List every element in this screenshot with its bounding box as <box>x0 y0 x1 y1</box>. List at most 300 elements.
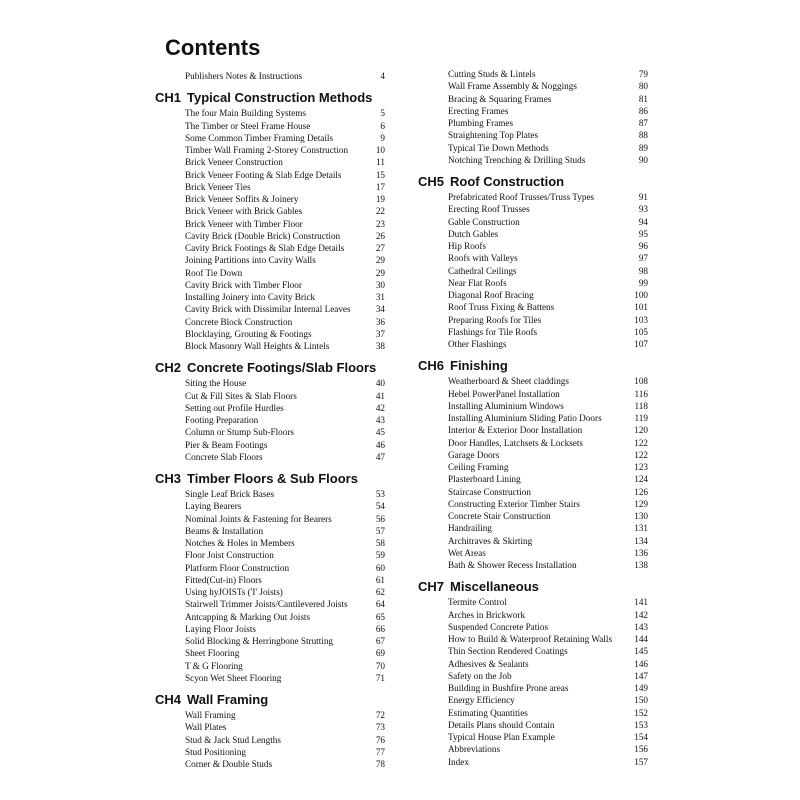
toc-entry-title: Some Common Timber Framing Details <box>185 132 334 143</box>
chapter-heading <box>418 578 648 596</box>
toc-entry-page: 61 <box>375 574 385 585</box>
toc-entry-page: 73 <box>375 722 385 733</box>
toc-entry <box>155 709 385 721</box>
toc-entry <box>418 228 648 240</box>
toc-entry-page: 38 <box>375 341 385 351</box>
toc-entry-title: Cavity Brick Footings & Slab Edge Details <box>185 243 345 253</box>
toc-entry-page: 149 <box>634 683 648 693</box>
chapter-code: CH7 <box>418 579 445 595</box>
toc-entry <box>418 645 648 657</box>
toc-entry-page: 141 <box>634 597 648 608</box>
toc-entry-title: Publishers Notes & Instructions <box>185 71 303 81</box>
toc-entry-title: Concrete Stair Construction <box>448 511 551 521</box>
toc-entry-page: 81 <box>638 93 648 104</box>
toc-entry-title: Notching Trenching & Drilling Studs <box>448 154 586 165</box>
toc-entry-page: 66 <box>375 623 385 634</box>
toc-entry <box>155 120 385 132</box>
toc-entry <box>418 694 648 706</box>
toc-entry-title: Arches in Brickwork <box>448 609 526 620</box>
toc-entry-title: Building in Bushfire Prone areas <box>448 683 569 693</box>
toc-entry <box>418 510 648 522</box>
chapter-name: Timber Floors & Sub Floors <box>187 471 358 486</box>
toc-entry-title: Brick Veneer Footing & Slab Edge Details <box>185 169 342 180</box>
toc-entry <box>155 377 385 389</box>
chapter-name: Concrete Footings/Slab Floors <box>187 360 377 376</box>
toc-entry-title: Constructing Exterior Timber Stairs <box>448 498 580 509</box>
chapter-code: CH6 <box>418 358 445 374</box>
toc-entry-title: Footing Preparation <box>185 415 259 425</box>
toc-entry-page: 53 <box>375 489 385 499</box>
toc-entry <box>155 672 385 684</box>
toc-entry-title: Handrailing <box>448 523 492 534</box>
toc-entry-page: 86 <box>638 105 648 116</box>
toc-entry-page: 54 <box>375 501 385 512</box>
toc-entry-page: 70 <box>375 660 385 671</box>
toc-entry <box>155 549 385 561</box>
toc-entry-page: 47 <box>375 451 385 462</box>
toc-entry <box>155 586 385 598</box>
toc-entry <box>418 498 648 510</box>
toc-entry-page: 56 <box>375 513 385 524</box>
toc-entry <box>418 609 648 621</box>
toc-entry-title: Laying Floor Joists <box>185 623 256 634</box>
toc-entry-page: 95 <box>638 228 648 239</box>
toc-entry <box>155 488 385 500</box>
toc-entry-page: 34 <box>375 304 385 315</box>
toc-entry-page: 96 <box>638 241 648 251</box>
toc-entry-title: Cutting Studs & Lintels <box>448 69 536 79</box>
toc-entry-title: Nominal Joints & Fastening for Bearers <box>185 513 332 524</box>
toc-entry-title: The four Main Building Systems <box>185 108 306 119</box>
toc-entry-page: 146 <box>634 658 648 669</box>
toc-entry-title: Interior & Exterior Door Installation <box>448 425 583 436</box>
toc-entry-title: Brick Veneer Construction <box>185 157 283 168</box>
toc-entry <box>155 70 385 82</box>
toc-entry <box>155 328 385 340</box>
toc-entry-page: 134 <box>634 535 648 546</box>
toc-entry <box>155 181 385 193</box>
toc-entry-title: Staircase Construction <box>448 486 531 497</box>
toc-entry-page: 126 <box>634 486 648 497</box>
toc-entry <box>155 169 385 181</box>
toc-entry-page: 94 <box>638 216 648 227</box>
toc-entry <box>155 635 385 647</box>
toc-entry-title: Block Masonry Wall Heights & Lintels <box>185 341 330 351</box>
toc-entry-title: Bath & Shower Recess Installation <box>448 560 577 570</box>
toc-entry-page: 15 <box>375 169 385 180</box>
toc-entry-title: Single Leaf Brick Bases <box>185 489 275 499</box>
toc-entry-title: Plasterboard Lining <box>448 474 521 485</box>
toc-entry-page: 147 <box>634 670 648 681</box>
toc-entry <box>418 93 648 105</box>
toc-entry-title: Hebel PowerPanel Installation <box>448 388 560 399</box>
toc-entry <box>155 439 385 451</box>
toc-entry-title: Concrete Block Construction <box>185 316 293 327</box>
toc-entry-page: 97 <box>638 253 648 264</box>
toc-entry <box>155 279 385 291</box>
toc-entry-page: 154 <box>634 732 648 742</box>
toc-entry <box>155 537 385 549</box>
toc-entry-page: 64 <box>375 599 385 610</box>
toc-entry-page: 136 <box>634 547 648 558</box>
toc-entry-title: Preparing Roofs for Tiles <box>448 314 542 325</box>
toc-entry-page: 40 <box>375 378 385 389</box>
toc-entry-page: 37 <box>375 328 385 339</box>
toc-entry-page: 62 <box>375 587 385 597</box>
toc-entry-title: Architraves & Skirting <box>448 535 533 546</box>
toc-entry-page: 90 <box>638 154 648 165</box>
toc-entry-page: 41 <box>375 390 385 401</box>
toc-entry <box>155 230 385 242</box>
toc-entry-title: Cut & Fill Sites & Slab Floors <box>185 390 297 401</box>
toc-entry <box>418 719 648 731</box>
toc-entry-title: Fitted(Cut-in) Floors <box>185 574 262 585</box>
toc-entry-title: How to Build & Waterproof Retaining Walls <box>448 634 613 644</box>
toc-entry-title: Setting out Profile Hurdles <box>185 402 284 413</box>
toc-entry-page: 100 <box>634 290 648 300</box>
toc-entry <box>418 338 648 350</box>
toc-entry <box>155 303 385 315</box>
toc-entry-title: Blocklaying, Grouting & Footings <box>185 328 312 339</box>
toc-entry <box>418 473 648 485</box>
toc-entry <box>418 535 648 547</box>
toc-entry-title: Stud Positioning <box>185 746 247 757</box>
toc-entry-title: Cavity Brick with Timber Floor <box>185 279 302 290</box>
toc-entry <box>155 451 385 463</box>
toc-entry-page: 60 <box>375 562 385 573</box>
toc-entry-title: Laying Bearers <box>185 501 242 512</box>
toc-entry-page: 152 <box>634 707 648 718</box>
toc-entry-page: 78 <box>375 759 385 769</box>
toc-entry <box>155 611 385 623</box>
toc-entry <box>418 117 648 129</box>
toc-entry-title: Stud & Jack Stud Lengths <box>185 734 281 745</box>
toc-entry-title: Pier & Beam Footings <box>185 439 268 450</box>
toc-entry-page: 99 <box>638 277 648 288</box>
toc-entry <box>418 547 648 559</box>
toc-entry <box>418 486 648 498</box>
toc-entry-title: Installing Aluminium Sliding Patio Doors <box>448 413 602 423</box>
toc-entry <box>418 449 648 461</box>
toc-entry-title: Wet Areas <box>448 547 486 558</box>
toc-entry-page: 11 <box>376 157 385 168</box>
toc-entry-page: 79 <box>638 69 648 79</box>
toc-entry-title: Roof Tie Down <box>185 267 243 278</box>
toc-entry-page: 108 <box>634 376 648 387</box>
toc-entry <box>418 80 648 92</box>
toc-entry-title: Solid Blocking & Herringbone Strutting <box>185 636 334 646</box>
chapter-heading <box>418 357 648 375</box>
toc-entry <box>155 598 385 610</box>
chapter-heading <box>155 89 385 107</box>
toc-entry-title: Prefabricated Roof Trusses/Truss Types <box>448 192 595 202</box>
toc-column-right <box>418 68 648 768</box>
toc-entry <box>155 205 385 217</box>
toc-entry-title: Energy Efficiency <box>448 695 515 706</box>
toc-entry <box>418 596 648 608</box>
toc-entry <box>418 658 648 670</box>
toc-entry <box>155 132 385 144</box>
toc-entry-title: Erecting Roof Trusses <box>448 204 530 215</box>
chapter-heading <box>155 359 385 377</box>
toc-entry-page: 138 <box>634 560 648 570</box>
toc-entry <box>155 513 385 525</box>
toc-entry <box>418 240 648 252</box>
toc-entry <box>418 743 648 755</box>
toc-entry-title: Sheet Flooring <box>185 648 240 659</box>
toc-entry <box>418 265 648 277</box>
toc-entry <box>418 559 648 571</box>
toc-entry <box>418 277 648 289</box>
toc-entry-title: Erecting Frames <box>448 105 509 116</box>
toc-entry-page: 36 <box>375 316 385 327</box>
toc-entry-title: Corner & Double Studs <box>185 759 273 769</box>
toc-entry-title: Abbreviations <box>448 744 501 755</box>
toc-entry <box>418 326 648 338</box>
toc-entry <box>418 522 648 534</box>
toc-entry-page: 150 <box>634 695 648 706</box>
toc-entry-title: Timber Wall Framing 2-Storey Construction <box>185 145 349 155</box>
toc-entry <box>418 670 648 682</box>
toc-entry-page: 80 <box>638 81 648 92</box>
toc-entry-page: 119 <box>634 413 648 423</box>
toc-entry-page: 43 <box>375 415 385 425</box>
toc-entry <box>418 437 648 449</box>
toc-entry <box>418 68 648 80</box>
toc-entry-page: 72 <box>375 710 385 720</box>
toc-entry-page: 67 <box>375 636 385 646</box>
toc-entry-title: Siting the House <box>185 378 247 389</box>
toc-entry <box>155 574 385 586</box>
toc-entry-page: 98 <box>638 265 648 276</box>
toc-entry-title: Adhesives & Sealants <box>448 658 529 669</box>
toc-column-left <box>155 68 385 770</box>
toc-entry-title: Hip Roofs <box>448 241 487 251</box>
toc-entry <box>155 758 385 770</box>
toc-entry-title: Platform Floor Construction <box>185 562 290 573</box>
toc-entry-page: 131 <box>634 523 648 534</box>
toc-entry <box>155 414 385 426</box>
toc-entry-page: 153 <box>634 719 648 730</box>
toc-entry <box>155 254 385 266</box>
toc-entry-title: Plumbing Frames <box>448 118 514 128</box>
toc-entry-page: 69 <box>375 648 385 659</box>
toc-entry-page: 29 <box>375 267 385 278</box>
toc-entry-title: Antcapping & Marking Out Joists <box>185 611 311 622</box>
toc-entry-page: 122 <box>634 449 648 460</box>
toc-entry <box>418 400 648 412</box>
chapter-name: Wall Framing <box>187 692 269 707</box>
toc-entry <box>155 623 385 635</box>
toc-entry-title: Stairwell Trimmer Joists/Cantilevered Joists <box>185 599 348 610</box>
toc-entry-title: Roofs with Valleys <box>448 253 518 264</box>
toc-entry-page: 45 <box>375 427 385 438</box>
chapter-name: Miscellaneous <box>450 579 539 595</box>
toc-entry-page: 103 <box>634 314 648 325</box>
toc-entry <box>155 316 385 328</box>
toc-entry <box>418 289 648 301</box>
toc-entry-title: Cathedral Ceilings <box>448 265 517 276</box>
toc-entry-page: 105 <box>634 326 648 337</box>
toc-entry-page: 122 <box>634 437 648 448</box>
chapter-name: Roof Construction <box>450 174 565 189</box>
toc-entry-title: Notches & Holes in Members <box>185 538 295 548</box>
toc-entry-page: 88 <box>638 130 648 141</box>
chapter-code: CH3 <box>155 471 182 486</box>
toc-entry-title: Typical House Plan Example <box>448 732 555 742</box>
toc-entry-page: 46 <box>375 439 385 450</box>
toc-entry-title: T & G Flooring <box>185 660 243 671</box>
toc-entry <box>155 291 385 303</box>
toc-entry <box>155 500 385 512</box>
toc-entry-page: 58 <box>375 538 385 548</box>
toc-entry-page: 123 <box>634 462 648 472</box>
toc-entry-title: Index <box>448 756 469 767</box>
toc-entry-title: Suspended Concrete Patios <box>448 621 549 632</box>
chapter-heading <box>418 173 648 191</box>
toc-entry <box>155 156 385 168</box>
toc-entry-page: 29 <box>375 255 385 266</box>
toc-entry-title: Thin Section Rendered Coatings <box>448 646 568 657</box>
toc-entry-title: Typical Tie Down Methods <box>448 142 549 153</box>
toc-entry <box>418 129 648 141</box>
toc-entry-title: Brick Veneer with Brick Gables <box>185 206 303 217</box>
toc-entry-page: 10 <box>375 145 385 155</box>
toc-entry <box>418 633 648 645</box>
toc-entry <box>155 721 385 733</box>
toc-entry <box>418 252 648 264</box>
toc-entry <box>418 731 648 743</box>
toc-entry <box>418 682 648 694</box>
toc-entry-page: 142 <box>634 609 648 620</box>
toc-entry-title: Installing Joinery into Cavity Brick <box>185 292 316 302</box>
toc-entry <box>155 647 385 659</box>
toc-entry <box>155 525 385 537</box>
toc-entry-title: Flashings for Tile Roofs <box>448 326 538 337</box>
toc-entry <box>418 142 648 154</box>
toc-entry-page: 120 <box>634 425 648 436</box>
toc-entry-page: 26 <box>375 230 385 241</box>
toc-entry <box>155 107 385 119</box>
toc-entry <box>418 424 648 436</box>
toc-entry-title: Diagonal Roof Bracing <box>448 290 534 300</box>
toc-entry-title: Details Plans should Contain <box>448 719 555 730</box>
toc-entry-title: Weatherboard & Sheet claddings <box>448 376 569 387</box>
toc-entry-page: 22 <box>375 206 385 217</box>
toc-entry <box>418 105 648 117</box>
toc-entry <box>418 756 648 768</box>
toc-entry <box>418 707 648 719</box>
toc-entry-page: 91 <box>638 192 648 202</box>
toc-entry-page: 101 <box>634 302 648 313</box>
toc-entry-title: Installing Aluminium Windows <box>448 400 564 411</box>
toc-entry-title: Near Flat Roofs <box>448 277 507 288</box>
toc-entry <box>155 144 385 156</box>
toc-entry-title: Gable Construction <box>448 216 520 227</box>
toc-entry-page: 30 <box>375 279 385 290</box>
toc-entry-page: 31 <box>375 292 385 302</box>
toc-entry-title: Ceiling Framing <box>448 462 509 472</box>
toc-entry-page: 76 <box>375 734 385 745</box>
toc-entry-title: Garage Doors <box>448 449 500 460</box>
toc-entry-page: 9 <box>380 132 385 143</box>
page-title: Contents <box>165 35 261 60</box>
chapter-name: Finishing <box>450 358 508 374</box>
toc-entry-page: 89 <box>638 142 648 153</box>
toc-entry-title: The Timber or Steel Frame House <box>185 120 311 131</box>
toc-entry-page: 6 <box>380 120 385 131</box>
toc-entry-title: Other Flashings <box>448 339 507 349</box>
toc-entry-page: 143 <box>634 621 648 632</box>
toc-entry-page: 77 <box>375 746 385 757</box>
toc-entry-page: 57 <box>375 525 385 536</box>
toc-entry-page: 87 <box>638 118 648 128</box>
toc-entry <box>418 203 648 215</box>
toc-entry <box>418 388 648 400</box>
toc-entry-title: Brick Veneer Ties <box>185 181 251 192</box>
toc-entry <box>155 734 385 746</box>
toc-entry <box>155 402 385 414</box>
toc-entry-title: Straightening Top Plates <box>448 130 539 141</box>
toc-entry-page: 118 <box>634 400 648 411</box>
toc-entry-title: Bracing & Squaring Frames <box>448 93 552 104</box>
toc-entry-title: Brick Veneer with Timber Floor <box>185 218 303 229</box>
chapter-code: CH2 <box>155 360 182 376</box>
toc-entry-page: 65 <box>375 611 385 622</box>
chapter-code: CH4 <box>155 692 182 707</box>
toc-entry <box>155 562 385 574</box>
chapter-heading <box>155 691 385 709</box>
toc-entry-title: Column or Stump Sub-Floors <box>185 427 294 438</box>
toc-entry <box>155 390 385 402</box>
toc-entry-title: Brick Veneer Soffits & Joinery <box>185 194 299 204</box>
chapter-heading <box>155 470 385 488</box>
toc-entry-page: 5 <box>380 108 385 119</box>
toc-entry-title: Wall Framing <box>185 710 236 720</box>
toc-entry-title: Cavity Brick with Dissimilar Internal Leaves <box>185 304 351 315</box>
toc-entry <box>418 461 648 473</box>
toc-entry <box>418 412 648 424</box>
toc-entry-page: 116 <box>634 388 648 399</box>
toc-entry-page: 130 <box>634 511 648 521</box>
toc-entry-title: Cavity Brick (Double Brick) Construction <box>185 230 341 241</box>
toc-entry <box>155 242 385 254</box>
toc-entry <box>155 660 385 672</box>
toc-entry-title: Floor Joist Construction <box>185 550 274 561</box>
toc-entry-page: 144 <box>634 634 648 644</box>
toc-entry <box>155 193 385 205</box>
toc-entry <box>418 375 648 387</box>
toc-entry-page: 42 <box>375 402 385 413</box>
toc-entry-title: Wall Plates <box>185 722 227 733</box>
toc-entry-page: 129 <box>634 498 648 509</box>
toc-entry-page: 145 <box>634 646 648 657</box>
toc-entry-title: Termite Control <box>448 597 507 608</box>
toc-entry-title: Joining Partitions into Cavity Walls <box>185 255 316 266</box>
toc-entry <box>418 191 648 203</box>
toc-entry-title: Wall Frame Assembly & Noggings <box>448 81 577 92</box>
toc-entry <box>155 746 385 758</box>
toc-entry-page: 4 <box>380 71 385 81</box>
toc-entry-page: 19 <box>375 194 385 204</box>
toc-entry-title: Door Handles, Latchsets & Locksets <box>448 437 583 448</box>
toc-entry-page: 17 <box>375 181 385 192</box>
toc-entry <box>155 340 385 352</box>
toc-entry-page: 93 <box>638 204 648 215</box>
toc-entry-title: Scyon Wet Sheet Flooring <box>185 672 282 683</box>
toc-entry-page: 156 <box>634 744 648 755</box>
toc-entry-page: 71 <box>375 672 385 683</box>
